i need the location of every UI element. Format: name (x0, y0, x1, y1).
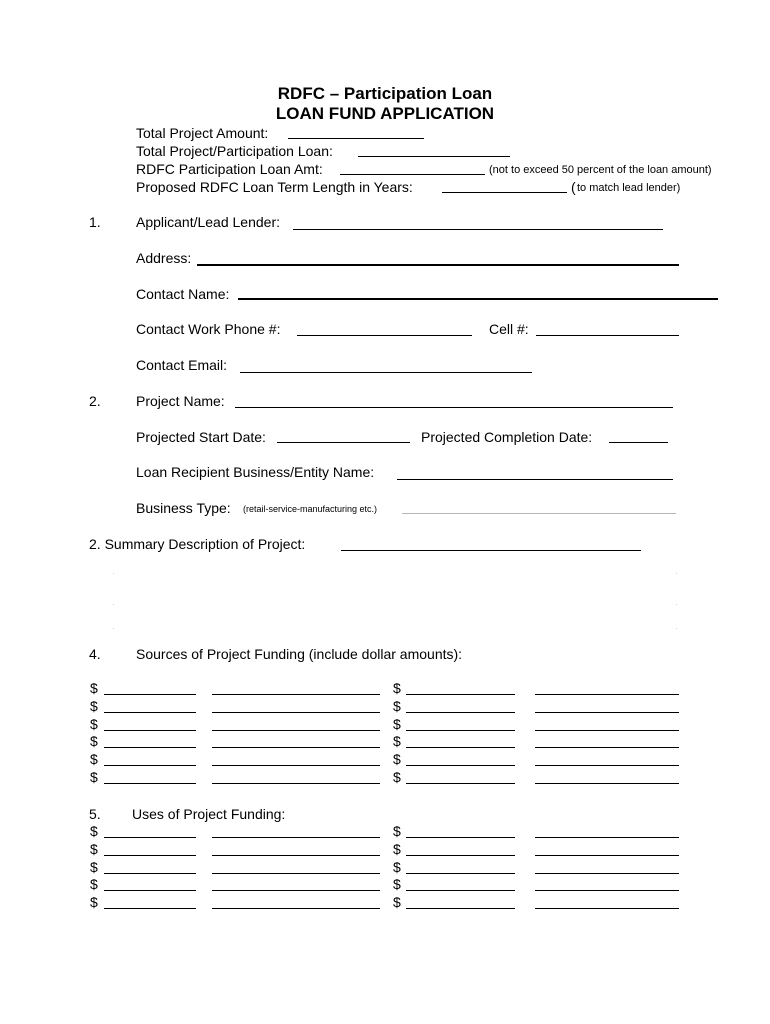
sources-row-amount-field[interactable] (406, 712, 515, 713)
sources-row-amount-field[interactable] (406, 783, 515, 784)
uses-row-description-field[interactable] (535, 855, 679, 856)
uses-row-amount-field[interactable] (104, 855, 196, 856)
sources-row-amount-field[interactable] (406, 694, 515, 695)
uses-row-description-field[interactable] (212, 837, 380, 838)
email-label: Contact Email: (136, 357, 228, 373)
sources-row-dollar-sign: $ (90, 751, 98, 768)
uses-row-dollar-sign: $ (393, 894, 401, 911)
section5-number: 5. (89, 806, 101, 822)
sources-row-description-field[interactable] (212, 765, 380, 766)
uses-row-dollar-sign: $ (393, 823, 401, 839)
lead-lender-field[interactable] (293, 229, 663, 230)
sources-row-dollar-sign: $ (90, 697, 98, 714)
uses-row-description-field[interactable] (212, 908, 380, 909)
summary-area-marker (113, 573, 114, 574)
lead-lender-label: Applicant/Lead Lender: (136, 214, 280, 230)
term-length-paren: ( (571, 179, 576, 195)
sources-row-dollar-sign: $ (90, 715, 98, 732)
uses-label: Uses of Project Funding: (132, 806, 286, 822)
recipient-label: Loan Recipient Business/Entity Name: (136, 464, 375, 480)
completion-date-field[interactable] (609, 442, 668, 443)
uses-row-description-field[interactable] (535, 890, 679, 891)
sources-row-description-field[interactable] (212, 694, 380, 695)
summary-area-marker (113, 604, 114, 605)
recipient-field[interactable] (397, 479, 673, 480)
sources-row-amount-field[interactable] (104, 765, 196, 766)
sources-row-amount-field[interactable] (104, 712, 196, 713)
contact-name-label: Contact Name: (136, 286, 230, 302)
total-project-amount-label: Total Project Amount: (136, 125, 269, 141)
summary-field[interactable] (341, 550, 641, 551)
business-type-field[interactable] (402, 513, 676, 514)
work-phone-label: Contact Work Phone #: (136, 321, 281, 337)
summary-area-marker (676, 604, 677, 605)
uses-row-amount-field[interactable] (406, 837, 515, 838)
uses-row-dollar-sign: $ (90, 894, 98, 911)
section4-number: 4. (89, 646, 101, 662)
summary-label: 2. Summary Description of Project: (89, 536, 306, 552)
uses-row-dollar-sign: $ (393, 840, 401, 857)
uses-row-amount-field[interactable] (104, 837, 196, 838)
uses-row-amount-field[interactable] (406, 873, 515, 874)
uses-row-dollar-sign: $ (393, 858, 401, 875)
uses-row-amount-field[interactable] (406, 908, 515, 909)
rdfc-loan-amt-note: (not to exceed 50 percent of the loan amount) (489, 164, 712, 176)
sources-row-description-field[interactable] (212, 747, 380, 748)
total-participation-loan-field[interactable] (358, 156, 510, 157)
sources-row-dollar-sign: $ (90, 733, 98, 750)
uses-row-dollar-sign: $ (90, 858, 98, 875)
uses-row-description-field[interactable] (212, 855, 380, 856)
section1-number: 1. (89, 214, 101, 230)
uses-row-description-field[interactable] (535, 908, 679, 909)
sources-row-dollar-sign: $ (90, 680, 98, 696)
sources-row-description-field[interactable] (535, 765, 679, 766)
start-date-field[interactable] (277, 442, 410, 443)
sources-row-dollar-sign: $ (393, 751, 401, 768)
sources-row-dollar-sign: $ (393, 680, 401, 696)
form-title: RDFC – Participation Loan (277, 84, 493, 103)
start-date-label: Projected Start Date: (136, 429, 266, 445)
sources-row-amount-field[interactable] (104, 747, 196, 748)
uses-row-dollar-sign: $ (90, 823, 98, 839)
uses-row-amount-field[interactable] (104, 873, 196, 874)
uses-row-amount-field[interactable] (104, 908, 196, 909)
term-length-field[interactable] (442, 192, 567, 193)
sources-row-description-field[interactable] (535, 730, 679, 731)
contact-name-field[interactable] (238, 298, 718, 300)
sources-row-description-field[interactable] (535, 747, 679, 748)
total-project-amount-field[interactable] (288, 138, 424, 139)
sources-row-description-field[interactable] (535, 694, 679, 695)
term-length-note: to match lead lender) (577, 182, 681, 194)
sources-row-dollar-sign: $ (393, 715, 401, 732)
total-participation-loan-label: Total Project/Participation Loan: (136, 143, 333, 159)
sources-row-dollar-sign: $ (393, 733, 401, 750)
sources-row-amount-field[interactable] (104, 694, 196, 695)
sources-row-description-field[interactable] (535, 783, 679, 784)
uses-row-dollar-sign: $ (90, 876, 98, 893)
sources-row-description-field[interactable] (535, 712, 679, 713)
summary-area-marker (113, 628, 114, 629)
uses-row-dollar-sign: $ (393, 876, 401, 893)
summary-area-marker (676, 628, 677, 629)
address-field[interactable] (197, 264, 679, 266)
uses-row-amount-field[interactable] (104, 890, 196, 891)
address-label: Address: (136, 250, 192, 266)
uses-row-description-field[interactable] (212, 890, 380, 891)
uses-row-description-field[interactable] (535, 837, 679, 838)
uses-row-dollar-sign: $ (90, 840, 98, 857)
uses-row-amount-field[interactable] (406, 890, 515, 891)
uses-row-description-field[interactable] (535, 873, 679, 874)
uses-row-description-field[interactable] (212, 873, 380, 874)
form-subtitle: LOAN FUND APPLICATION (275, 104, 495, 123)
sources-row-amount-field[interactable] (406, 765, 515, 766)
sources-row-amount-field[interactable] (406, 747, 515, 748)
sources-row-dollar-sign: $ (393, 769, 401, 785)
uses-row-amount-field[interactable] (406, 855, 515, 856)
sources-row-amount-field[interactable] (104, 730, 196, 731)
rdfc-loan-amt-label: RDFC Participation Loan Amt: (136, 161, 323, 177)
rdfc-loan-amt-field[interactable] (340, 174, 485, 175)
sources-row-amount-field[interactable] (104, 783, 196, 784)
term-length-label: Proposed RDFC Loan Term Length in Years: (136, 179, 413, 195)
sources-label: Sources of Project Funding (include dollar amounts): (136, 646, 463, 662)
section2-number: 2. (89, 393, 101, 409)
cell-label: Cell #: (489, 321, 529, 337)
sources-row-description-field[interactable] (212, 712, 380, 713)
sources-row-dollar-sign: $ (90, 769, 98, 785)
completion-date-label: Projected Completion Date: (421, 429, 593, 445)
cell-field[interactable] (536, 335, 679, 336)
sources-row-description-field[interactable] (212, 783, 380, 784)
sources-row-amount-field[interactable] (406, 730, 515, 731)
sources-row-description-field[interactable] (212, 730, 380, 731)
business-type-label: Business Type: (136, 500, 231, 516)
summary-area-marker (676, 573, 677, 574)
email-field[interactable] (240, 372, 532, 373)
project-name-label: Project Name: (136, 393, 225, 409)
project-name-field[interactable] (235, 407, 673, 408)
work-phone-field[interactable] (297, 335, 472, 336)
business-type-note: (retail-service-manufacturing etc.) (243, 504, 378, 514)
sources-row-dollar-sign: $ (393, 697, 401, 714)
